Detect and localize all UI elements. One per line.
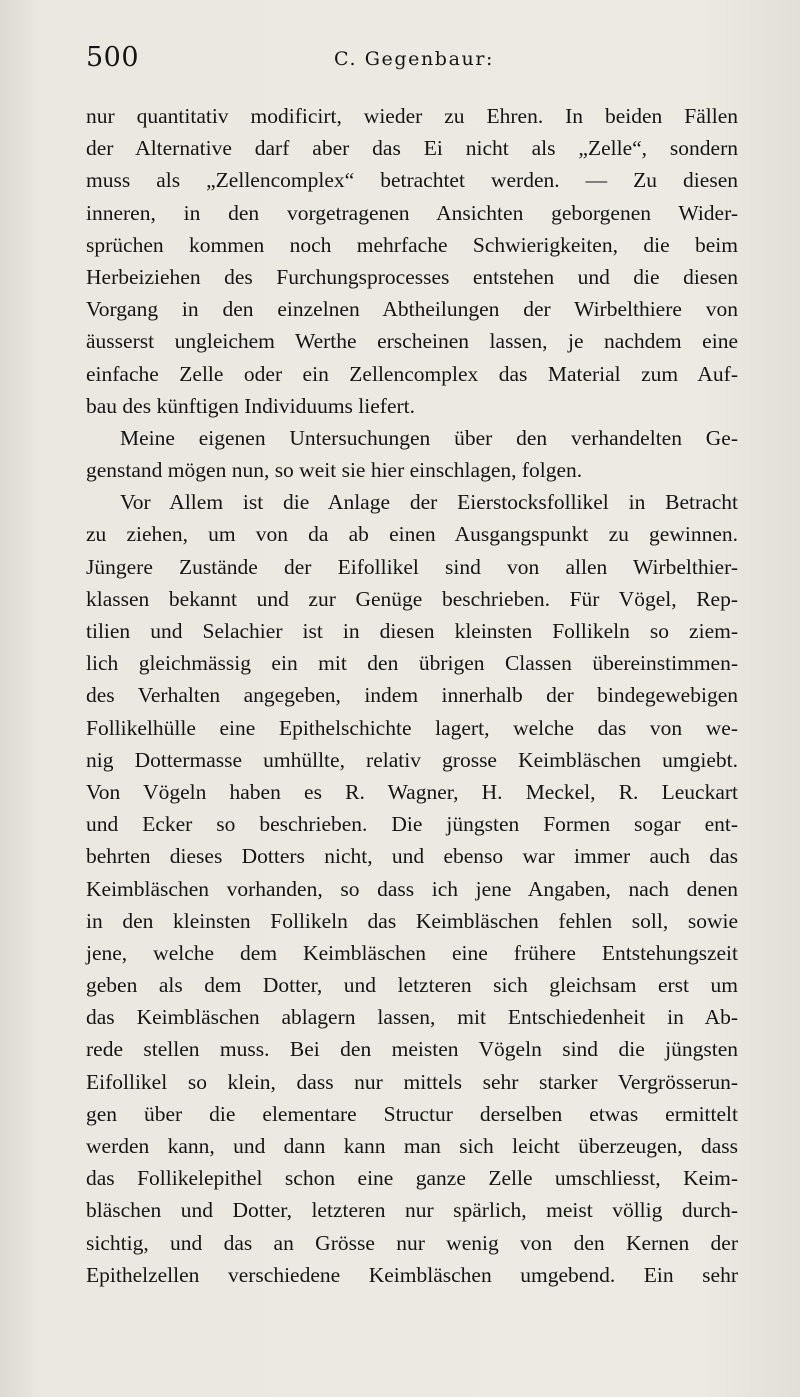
text-line: der Alternative darf aber das Ei nicht als „Zelle“, sondern bbox=[86, 136, 738, 161]
text-line: lich gleichmässig ein mit den übrigen Classen übereinstimmen- bbox=[86, 651, 738, 676]
text-line: muss als „Zellencomplex“ betrachtet werden. — Zu diesen bbox=[86, 168, 738, 193]
text-line: Vor Allem ist die Anlage der Eierstocksfollikel in Betracht bbox=[120, 490, 738, 515]
page-number: 500 bbox=[86, 42, 140, 73]
text-line: geben als dem Dotter, und letzteren sich gleichsam erst um bbox=[86, 973, 738, 998]
text-line: einfache Zelle oder ein Zellencomplex das Material zum Auf- bbox=[86, 361, 738, 386]
text-line: das Follikelepithel schon eine ganze Zelle umschliesst, Keim- bbox=[86, 1166, 738, 1191]
text-line: Eifollikel so klein, dass nur mittels sehr starker Vergrösserun- bbox=[86, 1069, 738, 1094]
text-line: rede stellen muss. Bei den meisten Vögeln sind die jüngsten bbox=[86, 1037, 738, 1062]
text-line: bläschen und Dotter, letzteren nur spärlich, meist völlig durch- bbox=[86, 1198, 738, 1223]
text-line: nur quantitativ modificirt, wieder zu Ehren. In beiden Fällen bbox=[86, 104, 738, 128]
page-header bbox=[86, 42, 746, 82]
text-line: Herbeiziehen des Furchungsprocesses entstehen und die diesen bbox=[86, 264, 738, 289]
text-line: tilien und Selachier ist in diesen kleinsten Follikeln so ziem- bbox=[86, 619, 738, 643]
text-line: inneren, in den vorgetragenen Ansichten geborgenen Wider- bbox=[86, 200, 738, 225]
text-line: Vorgang in den einzelnen Abtheilungen der Wirbelthiere von bbox=[86, 297, 738, 322]
text-line: Epithelzellen verschiedene Keimbläschen umgebend. Ein sehr bbox=[86, 1262, 738, 1287]
text-line: Jüngere Zustände der Eifollikel sind von allen Wirbelthier- bbox=[86, 554, 738, 579]
text-line: in den kleinsten Follikeln das Keimbläschen fehlen soll, sowie bbox=[86, 908, 738, 933]
text-line: jene, welche dem Keimbläschen eine frühere Entstehungszeit bbox=[86, 940, 738, 965]
text-line: und Ecker so beschrieben. Die jüngsten Formen sogar ent- bbox=[86, 812, 738, 837]
text-line: das Keimbläschen ablagern lassen, mit Entschiedenheit in Ab- bbox=[86, 1005, 738, 1030]
text-line: bau des künftigen Individuums liefert. bbox=[86, 393, 415, 418]
text-line: sichtig, und das an Grösse nur wenig von den Kernen der bbox=[86, 1230, 738, 1255]
running-head: C. Gegenbaur: bbox=[334, 48, 495, 70]
text-line: behrten dieses Dotters nicht, und ebenso war immer auch das bbox=[86, 844, 738, 869]
text-line: zu ziehen, um von da ab einen Ausgangspunkt zu gewinnen. bbox=[86, 522, 738, 547]
text-line: äusserst ungleichem Werthe erscheinen lassen, je nachdem eine bbox=[86, 329, 738, 354]
text-line: Meine eigenen Untersuchungen über den verhandelten Ge- bbox=[120, 425, 738, 450]
text-line: gen über die elementare Structur derselben etwas ermittelt bbox=[86, 1101, 738, 1126]
text-line: Follikelhülle eine Epithelschichte lagert, welche das von we- bbox=[86, 715, 738, 740]
body-text bbox=[86, 100, 738, 1291]
text-line: werden kann, und dann kann man sich leicht überzeugen, dass bbox=[86, 1134, 738, 1158]
text-line: Von Vögeln haben es R. Wagner, H. Meckel, R. Leuckart bbox=[86, 779, 738, 804]
text-line: genstand mögen nun, so weit sie hier einschlagen, folgen. bbox=[86, 458, 583, 483]
text-line: sprüchen kommen noch mehrfache Schwierigkeiten, die beim bbox=[86, 232, 738, 257]
text-line: des Verhalten angegeben, indem innerhalb der bindegewebigen bbox=[86, 683, 738, 708]
text-line: nig Dottermasse umhüllte, relativ grosse Keimbläschen umgiebt. bbox=[86, 747, 738, 772]
text-line: Keimbläschen vorhanden, so dass ich jene Angaben, nach denen bbox=[86, 876, 738, 901]
text-line: klassen bekannt und zur Genüge beschrieben. Für Vögel, Rep- bbox=[86, 586, 738, 611]
